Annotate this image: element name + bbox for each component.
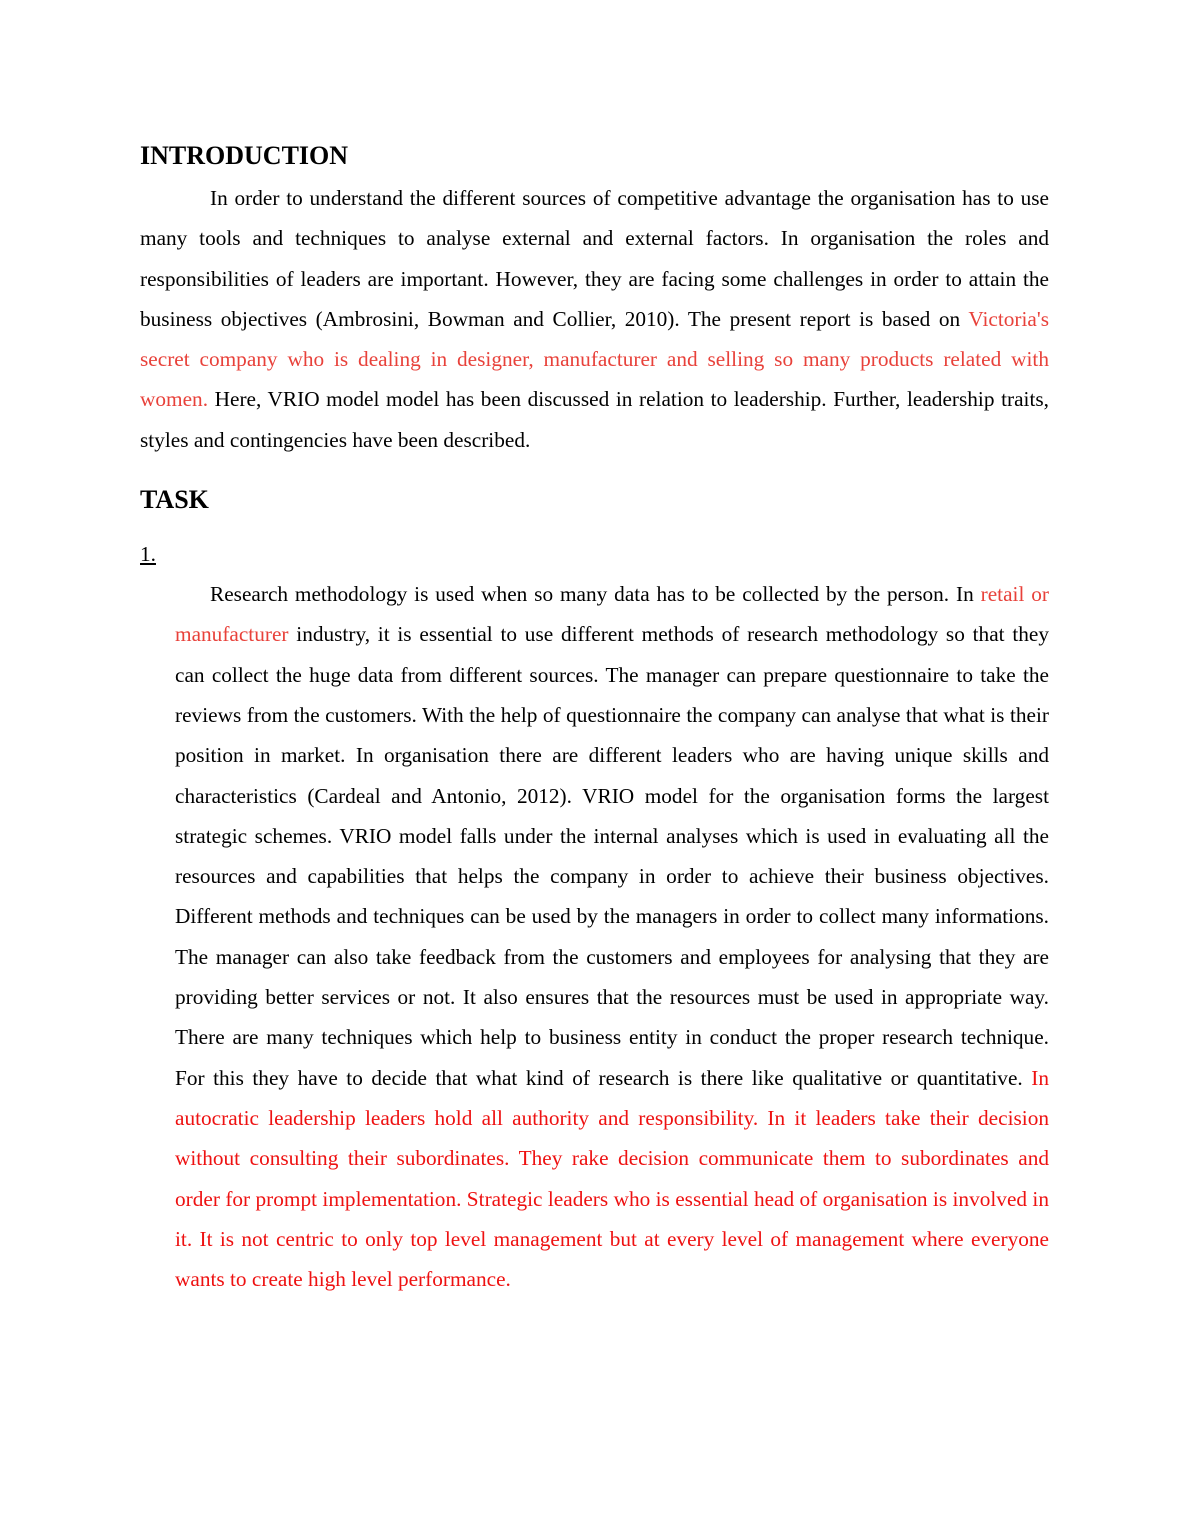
intro-text-2: Here, VRIO model model has been discussed in relation to leadership. Further, leadership traits, styles and contingencies have been described. [140, 387, 1049, 452]
task-paragraph [175, 574, 1049, 1299]
task-highlight-1: retail or manufacturer [175, 582, 1049, 647]
task-text-2: industry, it is essential to use different methods of research methodology so that they can collect the huge data from different sources. The manager can prepare questionnaire to take the reviews from the customers. With the help of questionnaire the company can analyse that what is their position in market. In organisation there are different leaders who are having unique skills and characteristics (Cardeal and Antonio, 2012). VRIO model for the organisation forms the largest strategic schemes. VRIO model falls under the internal analyses which is used in evaluating all the resources and capabilities that helps the company in order to achieve their business objectives. Different methods and techniques can be used by the managers in order to collect many informations. The manager can also take feedback from the customers and employees for analysing that they are providing better services or not. It also ensures that the resources must be used in appropriate way. There are many techniques which help to business entity in conduct the proper research technique. For this they have to decide that what kind of research is there like qualitative or quantitative. [175, 622, 1049, 1090]
introduction-heading: INTRODUCTION [140, 141, 349, 170]
task-highlight-2: In autocratic leadership leaders hold all authority and responsibility. In it leaders take their decision without consulting their subordinates. They rake decision communicate them to subordinates and order for prompt implementation. Strategic leaders who is essential head of organisation is involved in it. It is not centric to only top level management but at every level of management where everyone wants to create high level performance. [175, 1065, 1049, 1292]
task-text-1: Research methodology is used when so many data has to be collected by the person. In [210, 582, 981, 607]
task-number [140, 534, 1049, 574]
document-page [140, 138, 1049, 1299]
task-number-label: 1. [140, 542, 156, 567]
intro-text-1: In order to understand the different sources of competitive advantage the organisation has to use many tools and techniques to analyse external and external factors. In organisation the roles and responsibilities of leaders are important. However, they are facing some challenges in order to attain the business objectives (Ambrosini, Bowman and Collier, 2010). The present report is based on [140, 186, 1049, 331]
task-heading: TASK [140, 485, 209, 515]
introduction-paragraph [140, 178, 1049, 460]
intro-highlight: Victoria's secret company who is dealing in designer, manufacturer and selling so many products related with women. [140, 306, 1049, 412]
